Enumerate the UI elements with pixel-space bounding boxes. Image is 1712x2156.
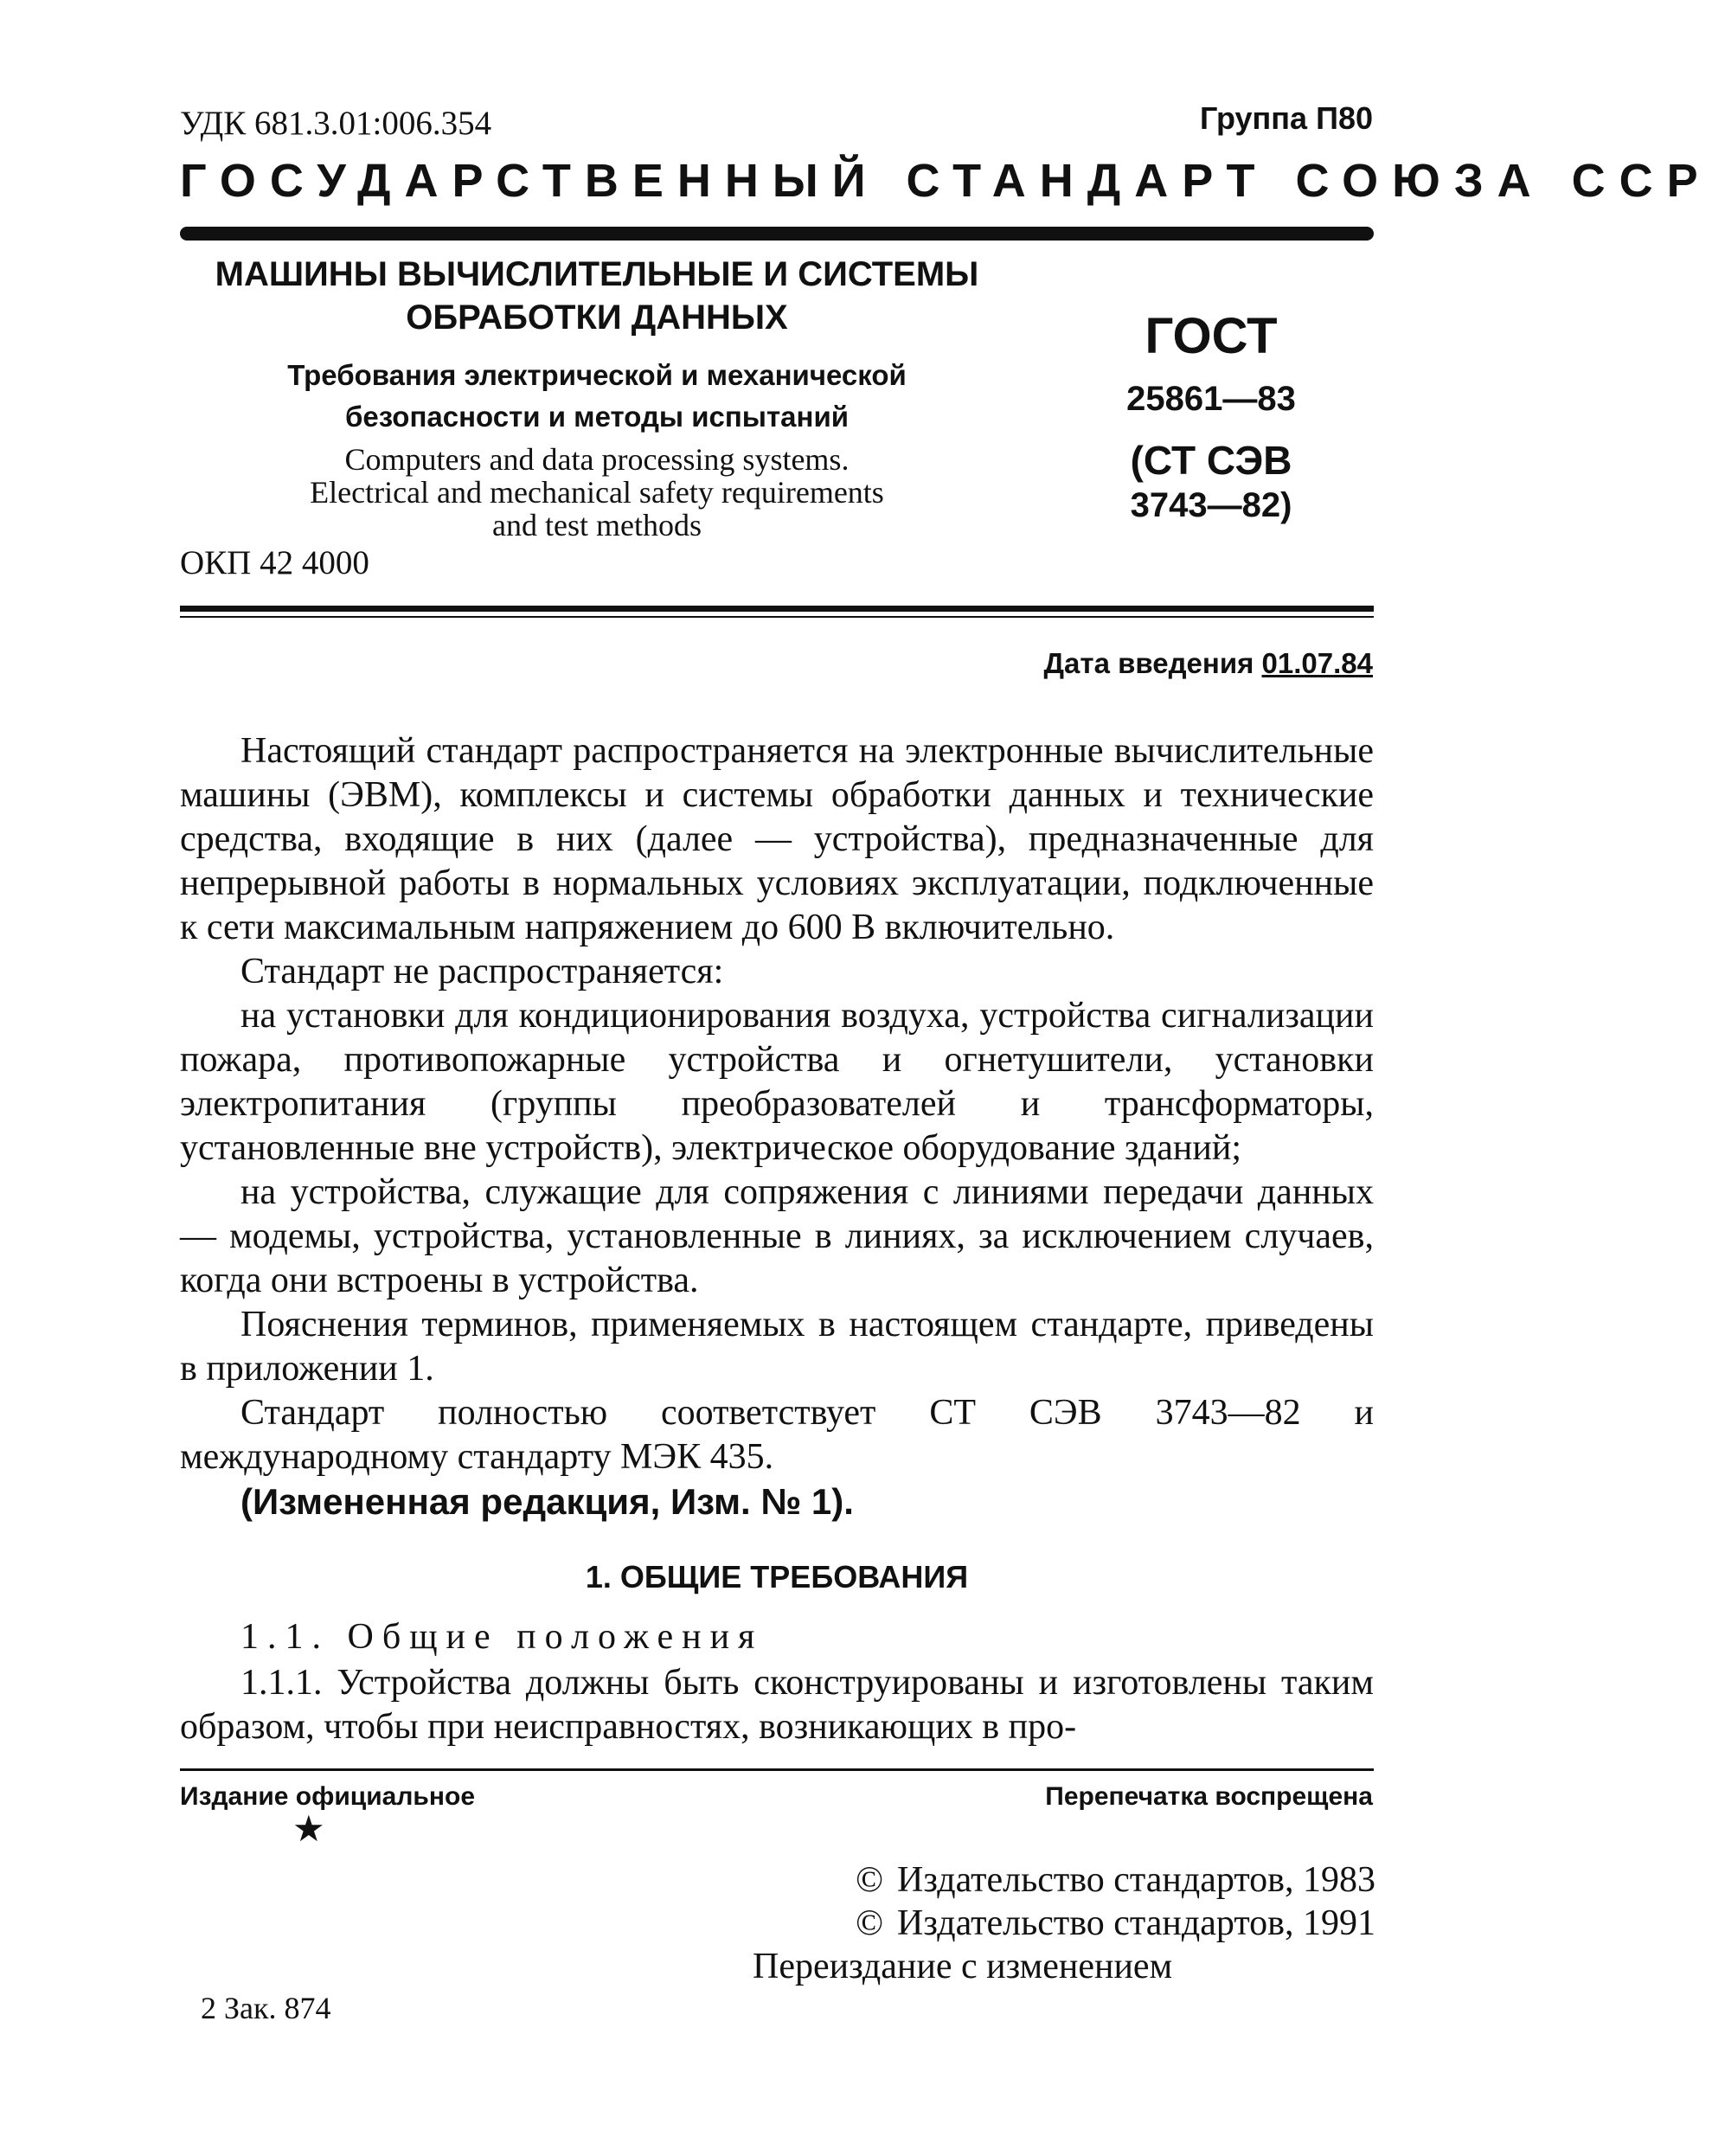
cmea-line-1: (СТ СЭВ: [1130, 438, 1292, 483]
introduction-date: [1044, 647, 1373, 680]
body-paragraph-exclusion-2: на устройства, служащие для сопряжения с линиями передачи данных — модемы, устройства, установленные в линиях, за исключением случаев, когда они встроены в устройства.: [180, 1172, 1374, 1300]
copyright-text-2: Издательство стандартов, 1991: [897, 1903, 1375, 1943]
section-paragraph: [180, 1661, 1374, 1749]
title-subtitle: [173, 355, 1021, 438]
gost-label: ГОСТ: [1145, 308, 1278, 364]
paragraph-1-1-1: 1.1.1. Устройства должны быть сконструированы и изготовлены таким образом, чтобы при неисправностях, возникающих в про-: [180, 1663, 1374, 1747]
copyright-block: [753, 1858, 1375, 1988]
body-paragraph-exclusion-1: на установки для кондиционирования воздуха, устройства сигнализации пожара, противопожарные устройства и огнетушители, установки электропитания (группы преобразователей и трансформаторы, установленные вне устройств), электрическое оборудование зданий;: [180, 996, 1374, 1168]
reprint-forbidden: Перепечатка воспрещена: [1045, 1782, 1373, 1811]
section-heading: 1. ОБЩИЕ ТРЕБОВАНИЯ: [585, 1559, 969, 1595]
title-divider: [180, 606, 1374, 612]
document-title-block: [173, 253, 1021, 542]
copyright-icon: ©: [856, 1903, 884, 1943]
copyright-line-2: [753, 1902, 1375, 1945]
cmea-line-2: 3743—82): [1130, 486, 1292, 524]
title-english-line-3: and test methods: [492, 508, 702, 542]
introduction-date-label: Дата введения: [1043, 647, 1254, 679]
copyright-text-1: Издательство стандартов, 1983: [897, 1860, 1375, 1900]
title-subtitle-line-1: Требования электрической и механической: [287, 359, 907, 391]
body-text: [180, 729, 1374, 1524]
state-standard-title: ГОСУДАРСТВЕННЫЙ СТАНДАРТ СОЮЗА ССР: [180, 155, 1712, 207]
title-divider-thin: [180, 616, 1374, 618]
section-subheading: 1.1. Общие положения: [240, 1617, 764, 1657]
okp-code: ОКП 42 4000: [180, 544, 369, 581]
gost-number: 25861—83: [1126, 380, 1296, 418]
star-icon: ★: [292, 1810, 325, 1850]
copyright-line-1: [753, 1858, 1375, 1902]
reissue-note: Переиздание с изменением: [753, 1947, 1173, 1986]
header-divider: [180, 227, 1374, 241]
gost-designation: [1055, 305, 1367, 528]
title-subtitle-line-2: безопасности и методы испытаний: [344, 401, 850, 433]
body-paragraph-exclusions-title: Стандарт не распространяется:: [240, 952, 724, 991]
body-paragraph-scope: Настоящий стандарт распространяется на электронные вычислительные машины (ЭВМ), комплексы и системы обработки данных и технические средства, входящие в них (далее — устройства), предназначенные для непрерывной работы в нормальных условиях эксплуатации, подключенные к сети максимальным напряжением до 600 В включительно.: [180, 731, 1374, 947]
order-number: 2 Зак. 874: [201, 1991, 331, 2025]
body-paragraph-compliance: Стандарт полностью соответствует СТ СЭВ 3743—82 и международному стандарту МЭК 435.: [180, 1393, 1374, 1477]
title-english: [173, 443, 1021, 542]
group-code: Группа П80: [1199, 100, 1373, 136]
official-edition: Издание официальное: [180, 1782, 476, 1811]
title-main-line-1: МАШИНЫ ВЫЧИСЛИТЕЛЬНЫЕ И СИСТЕМЫ: [215, 255, 979, 293]
title-english-line-1: Computers and data processing systems.: [344, 442, 850, 477]
introduction-date-value: 01.07.84: [1261, 647, 1373, 679]
title-english-line-2: Electrical and mechanical safety requirements: [310, 475, 884, 510]
udk-code: УДК 681.3.01:006.354: [180, 105, 492, 142]
footer-divider: [180, 1768, 1374, 1771]
title-main: [173, 253, 1021, 339]
body-paragraph-terms: Пояснения терминов, применяемых в настоящем стандарте, приведены в приложении 1.: [180, 1305, 1374, 1389]
body-paragraph-revision: (Измененная редакция, Изм. № 1).: [240, 1481, 854, 1522]
copyright-icon: ©: [856, 1860, 884, 1900]
title-main-line-2: ОБРАБОТКИ ДАННЫХ: [406, 298, 788, 337]
